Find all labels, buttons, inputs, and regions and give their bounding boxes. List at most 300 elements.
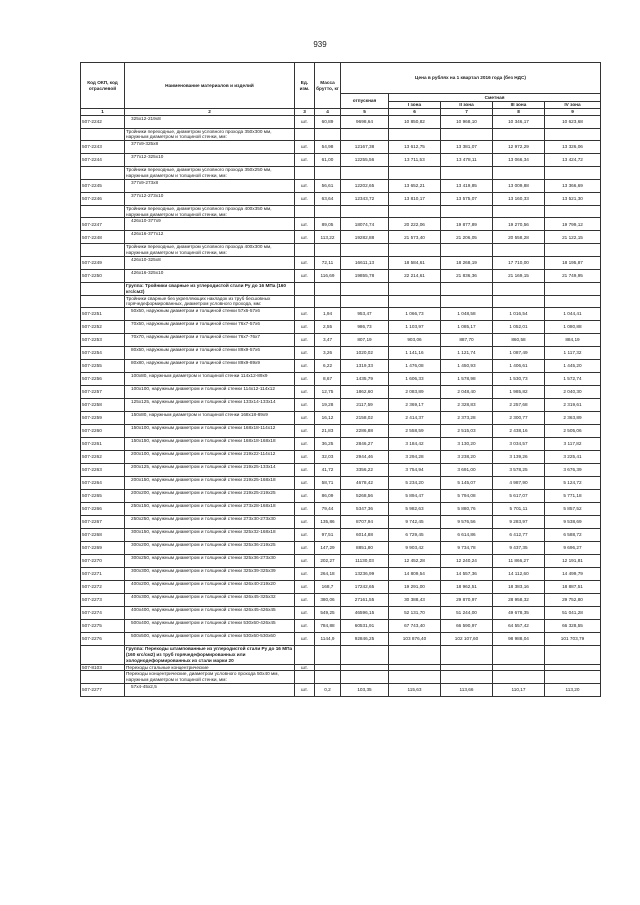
row-price-zone-3: 13 009,88 xyxy=(493,179,545,192)
row-code: 507-2262 xyxy=(81,451,125,464)
table-row xyxy=(81,607,601,620)
empty-cell xyxy=(493,671,545,684)
row-release-price: 46596,15 xyxy=(341,607,389,620)
group-heading-row xyxy=(81,282,601,295)
row-price-zone-3: 49 678,35 xyxy=(493,607,545,620)
row-mass: 0,2 xyxy=(315,683,341,696)
description-row xyxy=(81,295,601,308)
empty-cell xyxy=(341,205,389,218)
row-code: 507-2256 xyxy=(81,373,125,386)
row-mass: 16,12 xyxy=(315,412,341,425)
row-price-zone-1: 10 850,82 xyxy=(389,115,441,128)
col-header-name: Наименование материалов и изделий xyxy=(125,63,295,109)
row-price-zone-3: 1 087,49 xyxy=(493,347,545,360)
row-price-zone-3: 2 257,68 xyxy=(493,399,545,412)
row-release-price: 4678,42 xyxy=(341,477,389,490)
row-price-zone-2: 1 121,74 xyxy=(441,347,493,360)
row-price-zone-3: 5 617,07 xyxy=(493,490,545,503)
empty-cell xyxy=(389,282,441,295)
row-price-zone-2: 1 085,17 xyxy=(441,321,493,334)
row-release-price: 12343,72 xyxy=(341,192,389,205)
row-unit: шт. xyxy=(295,464,315,477)
empty-cell xyxy=(295,244,315,257)
empty-cell xyxy=(545,295,601,308)
row-code: 507-2255 xyxy=(81,360,125,373)
row-mass: 3,47 xyxy=(315,334,341,347)
row-price-zone-1 xyxy=(389,664,441,671)
row-unit: шт. xyxy=(295,154,315,167)
row-name: 377х9-325х8 xyxy=(125,141,295,154)
row-unit: шт. xyxy=(295,438,315,451)
column-number: 3 xyxy=(295,109,315,116)
row-price-zone-2: 12 240,24 xyxy=(441,555,493,568)
row-release-price: 2846,27 xyxy=(341,438,389,451)
row-price-zone-2 xyxy=(441,664,493,671)
row-price-zone-1: 1 606,33 xyxy=(389,373,441,386)
row-mass: 36,25 xyxy=(315,438,341,451)
row-code xyxy=(81,205,125,218)
row-price-zone-4: 3 225,41 xyxy=(545,451,601,464)
row-price-zone-2: 3 130,20 xyxy=(441,438,493,451)
row-release-price: 986,73 xyxy=(341,321,389,334)
row-release-price: 18074,74 xyxy=(341,218,389,231)
column-number: 4 xyxy=(315,109,341,116)
empty-cell xyxy=(295,646,315,664)
empty-cell xyxy=(493,244,545,257)
row-unit: шт. xyxy=(295,451,315,464)
row-mass: 113,22 xyxy=(315,231,341,244)
row-name: 400х200, наружным диаметром и толщиной стенки 426х40-219х20 xyxy=(125,581,295,594)
table-row xyxy=(81,218,601,231)
row-price-zone-4: 2 505,06 xyxy=(545,425,601,438)
row-price-zone-3: 13 066,34 xyxy=(493,154,545,167)
row-price-zone-3: 19 270,56 xyxy=(493,218,545,231)
table-row xyxy=(81,464,601,477)
table-row xyxy=(81,154,601,167)
row-release-price: 9698,64 xyxy=(341,115,389,128)
table-row xyxy=(81,425,601,438)
row-price-zone-4: 884,19 xyxy=(545,334,601,347)
table-row xyxy=(81,141,601,154)
row-price-zone-3: 12 972,29 xyxy=(493,141,545,154)
row-price-zone-4: 101 703,79 xyxy=(545,633,601,646)
row-mass: 86,09 xyxy=(315,490,341,503)
row-mass: 41,72 xyxy=(315,464,341,477)
group-title: Группа: Переходы штампованные из углеродистой стали Ру до 16 МПа (160 кгс/см2) из труб горячедеформированных или холоднодеформированных из стали марки 20 xyxy=(125,646,295,664)
row-price-zone-2: 2 373,28 xyxy=(441,412,493,425)
row-code: 507-2243 xyxy=(81,141,125,154)
row-price-zone-4: 1 445,20 xyxy=(545,360,601,373)
row-price-zone-2: 21 206,05 xyxy=(441,231,493,244)
row-price-zone-1: 13 711,53 xyxy=(389,154,441,167)
row-release-price: 1020,02 xyxy=(341,347,389,360)
row-price-zone-2: 3 238,20 xyxy=(441,451,493,464)
row-price-zone-1: 67 743,40 xyxy=(389,620,441,633)
row-code xyxy=(81,244,125,257)
table-row xyxy=(81,192,601,205)
row-release-price: 1435,79 xyxy=(341,373,389,386)
empty-cell xyxy=(545,167,601,180)
row-price-zone-3: 17 710,00 xyxy=(493,256,545,269)
empty-cell xyxy=(295,167,315,180)
empty-cell xyxy=(389,128,441,141)
row-name: 325х12-219х8 xyxy=(125,115,295,128)
row-unit: шт. xyxy=(295,412,315,425)
row-price-zone-4: 14 499,79 xyxy=(545,568,601,581)
empty-cell xyxy=(315,167,341,180)
table-row xyxy=(81,477,601,490)
row-mass: 72,11 xyxy=(315,256,341,269)
row-price-zone-1: 19 291,00 xyxy=(389,581,441,594)
row-description: Тройники переходные, диаметром условного прохода 400х300 мм, наружным диаметром и толщиной стенки, мм: xyxy=(125,244,295,257)
row-price-zone-3: 28 958,32 xyxy=(493,594,545,607)
row-code: 507-2257 xyxy=(81,386,125,399)
row-code: 507-2268 xyxy=(81,529,125,542)
row-price-zone-3: 18 383,16 xyxy=(493,581,545,594)
row-mass: 549,25 xyxy=(315,607,341,620)
row-release-price: 12202,65 xyxy=(341,179,389,192)
row-price-zone-2: 13 419,85 xyxy=(441,179,493,192)
row-price-zone-4: 9 696,27 xyxy=(545,542,601,555)
row-price-zone-4: 66 328,55 xyxy=(545,620,601,633)
row-unit: шт. xyxy=(295,399,315,412)
row-price-zone-1: 2 558,59 xyxy=(389,425,441,438)
row-price-zone-2: 2 515,03 xyxy=(441,425,493,438)
row-code: 507-2251 xyxy=(81,308,125,321)
col-header-mass: Масса брутто, кг xyxy=(315,63,341,109)
row-price-zone-1: 1 103,97 xyxy=(389,321,441,334)
row-mass: 32,03 xyxy=(315,451,341,464)
row-price-zone-1: 1 141,16 xyxy=(389,347,441,360)
row-price-zone-2: 2 048,40 xyxy=(441,386,493,399)
row-release-price: 2158,02 xyxy=(341,412,389,425)
row-name: 500х500, наружным диаметром и толщиной стенки 530х60-530х60 xyxy=(125,633,295,646)
row-price-zone-2: 113,66 xyxy=(441,683,493,696)
row-price-zone-4: 21 749,95 xyxy=(545,269,601,282)
row-mass: 8,67 xyxy=(315,373,341,386)
table-row xyxy=(81,683,601,696)
row-description: Тройники переходные, диаметром условного прохода 400х350 мм, наружным диаметром и толщиной стенки, мм: xyxy=(125,205,295,218)
row-code xyxy=(81,646,125,664)
row-release-price: 5268,56 xyxy=(341,490,389,503)
row-mass: 202,27 xyxy=(315,555,341,568)
row-unit: шт. xyxy=(295,620,315,633)
row-price-zone-2: 18 962,51 xyxy=(441,581,493,594)
row-code: 507-2261 xyxy=(81,438,125,451)
row-price-zone-1: 22 214,61 xyxy=(389,269,441,282)
row-release-price: 1319,33 xyxy=(341,360,389,373)
description-row xyxy=(81,671,601,684)
row-name: 426х16-325х10 xyxy=(125,269,295,282)
table-row xyxy=(81,555,601,568)
row-price-zone-4: 18 195,87 xyxy=(545,256,601,269)
row-unit: шт. xyxy=(295,192,315,205)
row-unit: шт. xyxy=(295,529,315,542)
row-code xyxy=(81,295,125,308)
table-row xyxy=(81,594,601,607)
row-unit: шт. xyxy=(295,218,315,231)
row-price-zone-3: 9 283,97 xyxy=(493,516,545,529)
row-name: 300х200, наружным диаметром и толщиной стенки 325х36-219х25 xyxy=(125,542,295,555)
row-mass: 89,05 xyxy=(315,218,341,231)
row-name: 300х150, наружным диаметром и толщиной стенки 325х32-168х18 xyxy=(125,529,295,542)
row-code: 507-2260 xyxy=(81,425,125,438)
row-mass: 2,55 xyxy=(315,321,341,334)
row-price-zone-2: 9 734,78 xyxy=(441,542,493,555)
table-row xyxy=(81,516,601,529)
row-mass: 380,06 xyxy=(315,594,341,607)
row-release-price: 8707,94 xyxy=(341,516,389,529)
row-name: 250х250, наружным диаметром и толщиной стенки 273х30-273х30 xyxy=(125,516,295,529)
row-price-zone-2: 13 478,11 xyxy=(441,154,493,167)
row-name: 100х80, наружным диаметром и толщиной стенки 114х12-89х9 xyxy=(125,373,295,386)
table-row xyxy=(81,503,601,516)
row-price-zone-2: 1 578,98 xyxy=(441,373,493,386)
row-name: 500х400, наружным диаметром и толщиной стенки 530х60-426х45 xyxy=(125,620,295,633)
row-price-zone-1: 5 234,20 xyxy=(389,477,441,490)
row-name: 80х80, наружным диаметром и толщиной стенки 89х9-89х9 xyxy=(125,360,295,373)
row-mass: 54,98 xyxy=(315,141,341,154)
row-unit: шт. xyxy=(295,503,315,516)
row-price-zone-3: 2 438,16 xyxy=(493,425,545,438)
row-code xyxy=(81,167,125,180)
empty-cell xyxy=(295,295,315,308)
row-price-zone-3: 110,17 xyxy=(493,683,545,696)
price-table xyxy=(80,62,601,697)
empty-cell xyxy=(545,671,601,684)
row-code: 507-2245 xyxy=(81,179,125,192)
row-unit: шт. xyxy=(295,386,315,399)
row-price-zone-4: 1 044,41 xyxy=(545,308,601,321)
row-code: 507-2271 xyxy=(81,568,125,581)
row-unit: шт. xyxy=(295,581,315,594)
row-mass: 60,89 xyxy=(315,115,341,128)
row-unit: шт. xyxy=(295,555,315,568)
row-unit: шт. xyxy=(295,594,315,607)
row-release-price xyxy=(341,664,389,671)
row-description: Тройники переходные, диаметром условного прохода 350х300 мм, наружным диаметром и толщиной стенки, мм: xyxy=(125,128,295,141)
row-price-zone-2: 3 691,00 xyxy=(441,464,493,477)
row-release-price: 6014,88 xyxy=(341,529,389,542)
row-mass: 21,83 xyxy=(315,425,341,438)
row-price-zone-2: 1 048,58 xyxy=(441,308,493,321)
row-unit: шт. xyxy=(295,360,315,373)
empty-cell xyxy=(315,295,341,308)
row-price-zone-3: 860,58 xyxy=(493,334,545,347)
row-price-zone-1: 13 652,21 xyxy=(389,179,441,192)
empty-cell xyxy=(389,646,441,664)
empty-cell xyxy=(493,282,545,295)
row-price-zone-4: 9 538,69 xyxy=(545,516,601,529)
row-name: 400х300, наружным диаметром и толщиной стенки 426х45-325х32 xyxy=(125,594,295,607)
row-price-zone-4: 1 572,74 xyxy=(545,373,601,386)
row-price-zone-3: 6 412,77 xyxy=(493,529,545,542)
row-price-zone-4: 13 521,30 xyxy=(545,192,601,205)
row-price-zone-2: 102 107,60 xyxy=(441,633,493,646)
row-price-zone-1: 2 369,17 xyxy=(389,399,441,412)
row-price-zone-3: 11 866,27 xyxy=(493,555,545,568)
row-release-price: 19855,78 xyxy=(341,269,389,282)
table-row xyxy=(81,633,601,646)
row-code: 507-2254 xyxy=(81,347,125,360)
row-price-zone-2: 13 381,07 xyxy=(441,141,493,154)
row-name: 200х125, наружным диаметром и толщиной стенки 219х25-133х14 xyxy=(125,464,295,477)
row-unit: шт. xyxy=(295,607,315,620)
row-mass: 63,64 xyxy=(315,192,341,205)
row-price-zone-2: 5 880,76 xyxy=(441,503,493,516)
description-row xyxy=(81,205,601,218)
row-price-zone-4: 13 326,06 xyxy=(545,141,601,154)
row-release-price: 60531,91 xyxy=(341,620,389,633)
empty-cell xyxy=(315,671,341,684)
col-header-unit: Ед. изм. xyxy=(295,63,315,109)
row-code: 507-2244 xyxy=(81,154,125,167)
table-row xyxy=(81,568,601,581)
row-price-zone-1: 3 184,42 xyxy=(389,438,441,451)
table-row xyxy=(81,386,601,399)
row-price-zone-3: 3 139,26 xyxy=(493,451,545,464)
row-release-price: 16611,13 xyxy=(341,256,389,269)
row-code: 507-2249 xyxy=(81,256,125,269)
row-mass: 12,75 xyxy=(315,386,341,399)
row-price-zone-3: 13 160,33 xyxy=(493,192,545,205)
table-row xyxy=(81,438,601,451)
row-code: 507-2272 xyxy=(81,581,125,594)
empty-cell xyxy=(341,295,389,308)
empty-cell xyxy=(389,671,441,684)
row-price-zone-2: 6 614,86 xyxy=(441,529,493,542)
row-price-zone-1: 115,63 xyxy=(389,683,441,696)
row-price-zone-4: 5 124,72 xyxy=(545,477,601,490)
row-price-zone-1: 1 476,08 xyxy=(389,360,441,373)
row-price-zone-1: 6 729,45 xyxy=(389,529,441,542)
row-unit: шт. xyxy=(295,425,315,438)
row-price-zone-4: 5 857,52 xyxy=(545,503,601,516)
row-price-zone-1: 30 388,43 xyxy=(389,594,441,607)
group-heading-row xyxy=(81,646,601,664)
row-code: 507-2246 xyxy=(81,192,125,205)
row-price-zone-4: 2 319,61 xyxy=(545,399,601,412)
empty-cell xyxy=(341,282,389,295)
row-name: 400х400, наружным диаметром и толщиной стенки 426х45-426х45 xyxy=(125,607,295,620)
row-price-zone-4: 51 041,28 xyxy=(545,607,601,620)
row-unit: шт. xyxy=(295,256,315,269)
row-price-zone-4: 19 799,12 xyxy=(545,218,601,231)
empty-cell xyxy=(389,205,441,218)
row-price-zone-3: 2 300,77 xyxy=(493,412,545,425)
empty-cell xyxy=(341,167,389,180)
empty-cell xyxy=(315,244,341,257)
empty-cell xyxy=(441,128,493,141)
column-number-row xyxy=(81,109,601,116)
row-price-zone-2: 19 877,89 xyxy=(441,218,493,231)
empty-cell xyxy=(389,244,441,257)
empty-cell xyxy=(389,295,441,308)
row-mass: 1,94 xyxy=(315,308,341,321)
row-code: 507-2273 xyxy=(81,594,125,607)
row-unit: шт. xyxy=(295,373,315,386)
row-name: 80х50, наружным диаметром и толщиной стенки 89х9-57х6 xyxy=(125,347,295,360)
row-unit: шт. xyxy=(295,141,315,154)
row-price-zone-2: 66 590,97 xyxy=(441,620,493,633)
row-price-zone-4: 3 117,82 xyxy=(545,438,601,451)
row-code: 507-2258 xyxy=(81,399,125,412)
table-row xyxy=(81,412,601,425)
row-code: 507-2242 xyxy=(81,115,125,128)
description-row xyxy=(81,128,601,141)
row-code: 507-2265 xyxy=(81,490,125,503)
empty-cell xyxy=(441,205,493,218)
empty-cell xyxy=(295,205,315,218)
row-name: 150х150, наружным диаметром и толщиной стенки 168х18-168х18 xyxy=(125,438,295,451)
row-mass: 6,22 xyxy=(315,360,341,373)
row-price-zone-2: 10 968,10 xyxy=(441,115,493,128)
row-price-zone-3: 98 988,04 xyxy=(493,633,545,646)
row-price-zone-2: 1 450,93 xyxy=(441,360,493,373)
row-unit: шт. xyxy=(295,269,315,282)
row-name: 426х16-377х12 xyxy=(125,231,295,244)
row-description: Тройники переходные, диаметром условного прохода 350х250 мм, наружным диаметром и толщиной стенки, мм: xyxy=(125,167,295,180)
row-price-zone-1: 5 982,63 xyxy=(389,503,441,516)
row-mass: 56,61 xyxy=(315,179,341,192)
row-release-price: 8851,80 xyxy=(341,542,389,555)
row-name: 200х100, наружным диаметром и толщиной стенки 219х22-114х12 xyxy=(125,451,295,464)
row-name: 70х70, наружным диаметром и толщиной стенки 76х7-76х7 xyxy=(125,334,295,347)
table-row xyxy=(81,664,601,671)
empty-cell xyxy=(341,646,389,664)
empty-cell xyxy=(493,295,545,308)
row-mass: 61,00 xyxy=(315,154,341,167)
row-code: 507-2266 xyxy=(81,503,125,516)
col-header-release-price: отпускная xyxy=(341,94,389,109)
row-unit: шт. xyxy=(295,347,315,360)
row-price-zone-4: 29 752,80 xyxy=(545,594,601,607)
row-code: 507-2264 xyxy=(81,477,125,490)
table-row xyxy=(81,360,601,373)
empty-cell xyxy=(545,282,601,295)
row-code: 507-2247 xyxy=(81,218,125,231)
table-row xyxy=(81,269,601,282)
row-code: 507-2274 xyxy=(81,607,125,620)
row-name: 57х4-45х2,5 xyxy=(125,683,295,696)
row-release-price: 2944,46 xyxy=(341,451,389,464)
row-code: 507-2270 xyxy=(81,555,125,568)
row-price-zone-4: 113,20 xyxy=(545,683,601,696)
row-release-price: 17242,65 xyxy=(341,581,389,594)
row-price-zone-3: 3 034,57 xyxy=(493,438,545,451)
row-unit: шт. xyxy=(295,633,315,646)
row-release-price: 27161,55 xyxy=(341,594,389,607)
col-header-code: Код ОКП, код отраслевой xyxy=(81,63,125,109)
col-header-estimate: Сметная xyxy=(389,94,601,102)
row-price-zone-4: 2 040,30 xyxy=(545,386,601,399)
row-mass: 58,71 xyxy=(315,477,341,490)
row-price-zone-1: 3 294,28 xyxy=(389,451,441,464)
row-release-price: 92846,25 xyxy=(341,633,389,646)
table-row xyxy=(81,620,601,633)
table-row xyxy=(81,347,601,360)
empty-cell xyxy=(315,205,341,218)
row-price-zone-3: 3 578,25 xyxy=(493,464,545,477)
row-price-zone-4: 5 771,18 xyxy=(545,490,601,503)
row-price-zone-4: 1 080,88 xyxy=(545,321,601,334)
row-price-zone-4: 13 424,72 xyxy=(545,154,601,167)
row-code xyxy=(81,282,125,295)
row-price-zone-1: 20 222,06 xyxy=(389,218,441,231)
row-price-zone-1: 9 903,42 xyxy=(389,542,441,555)
row-mass xyxy=(315,664,341,671)
row-unit: шт. xyxy=(295,664,315,671)
